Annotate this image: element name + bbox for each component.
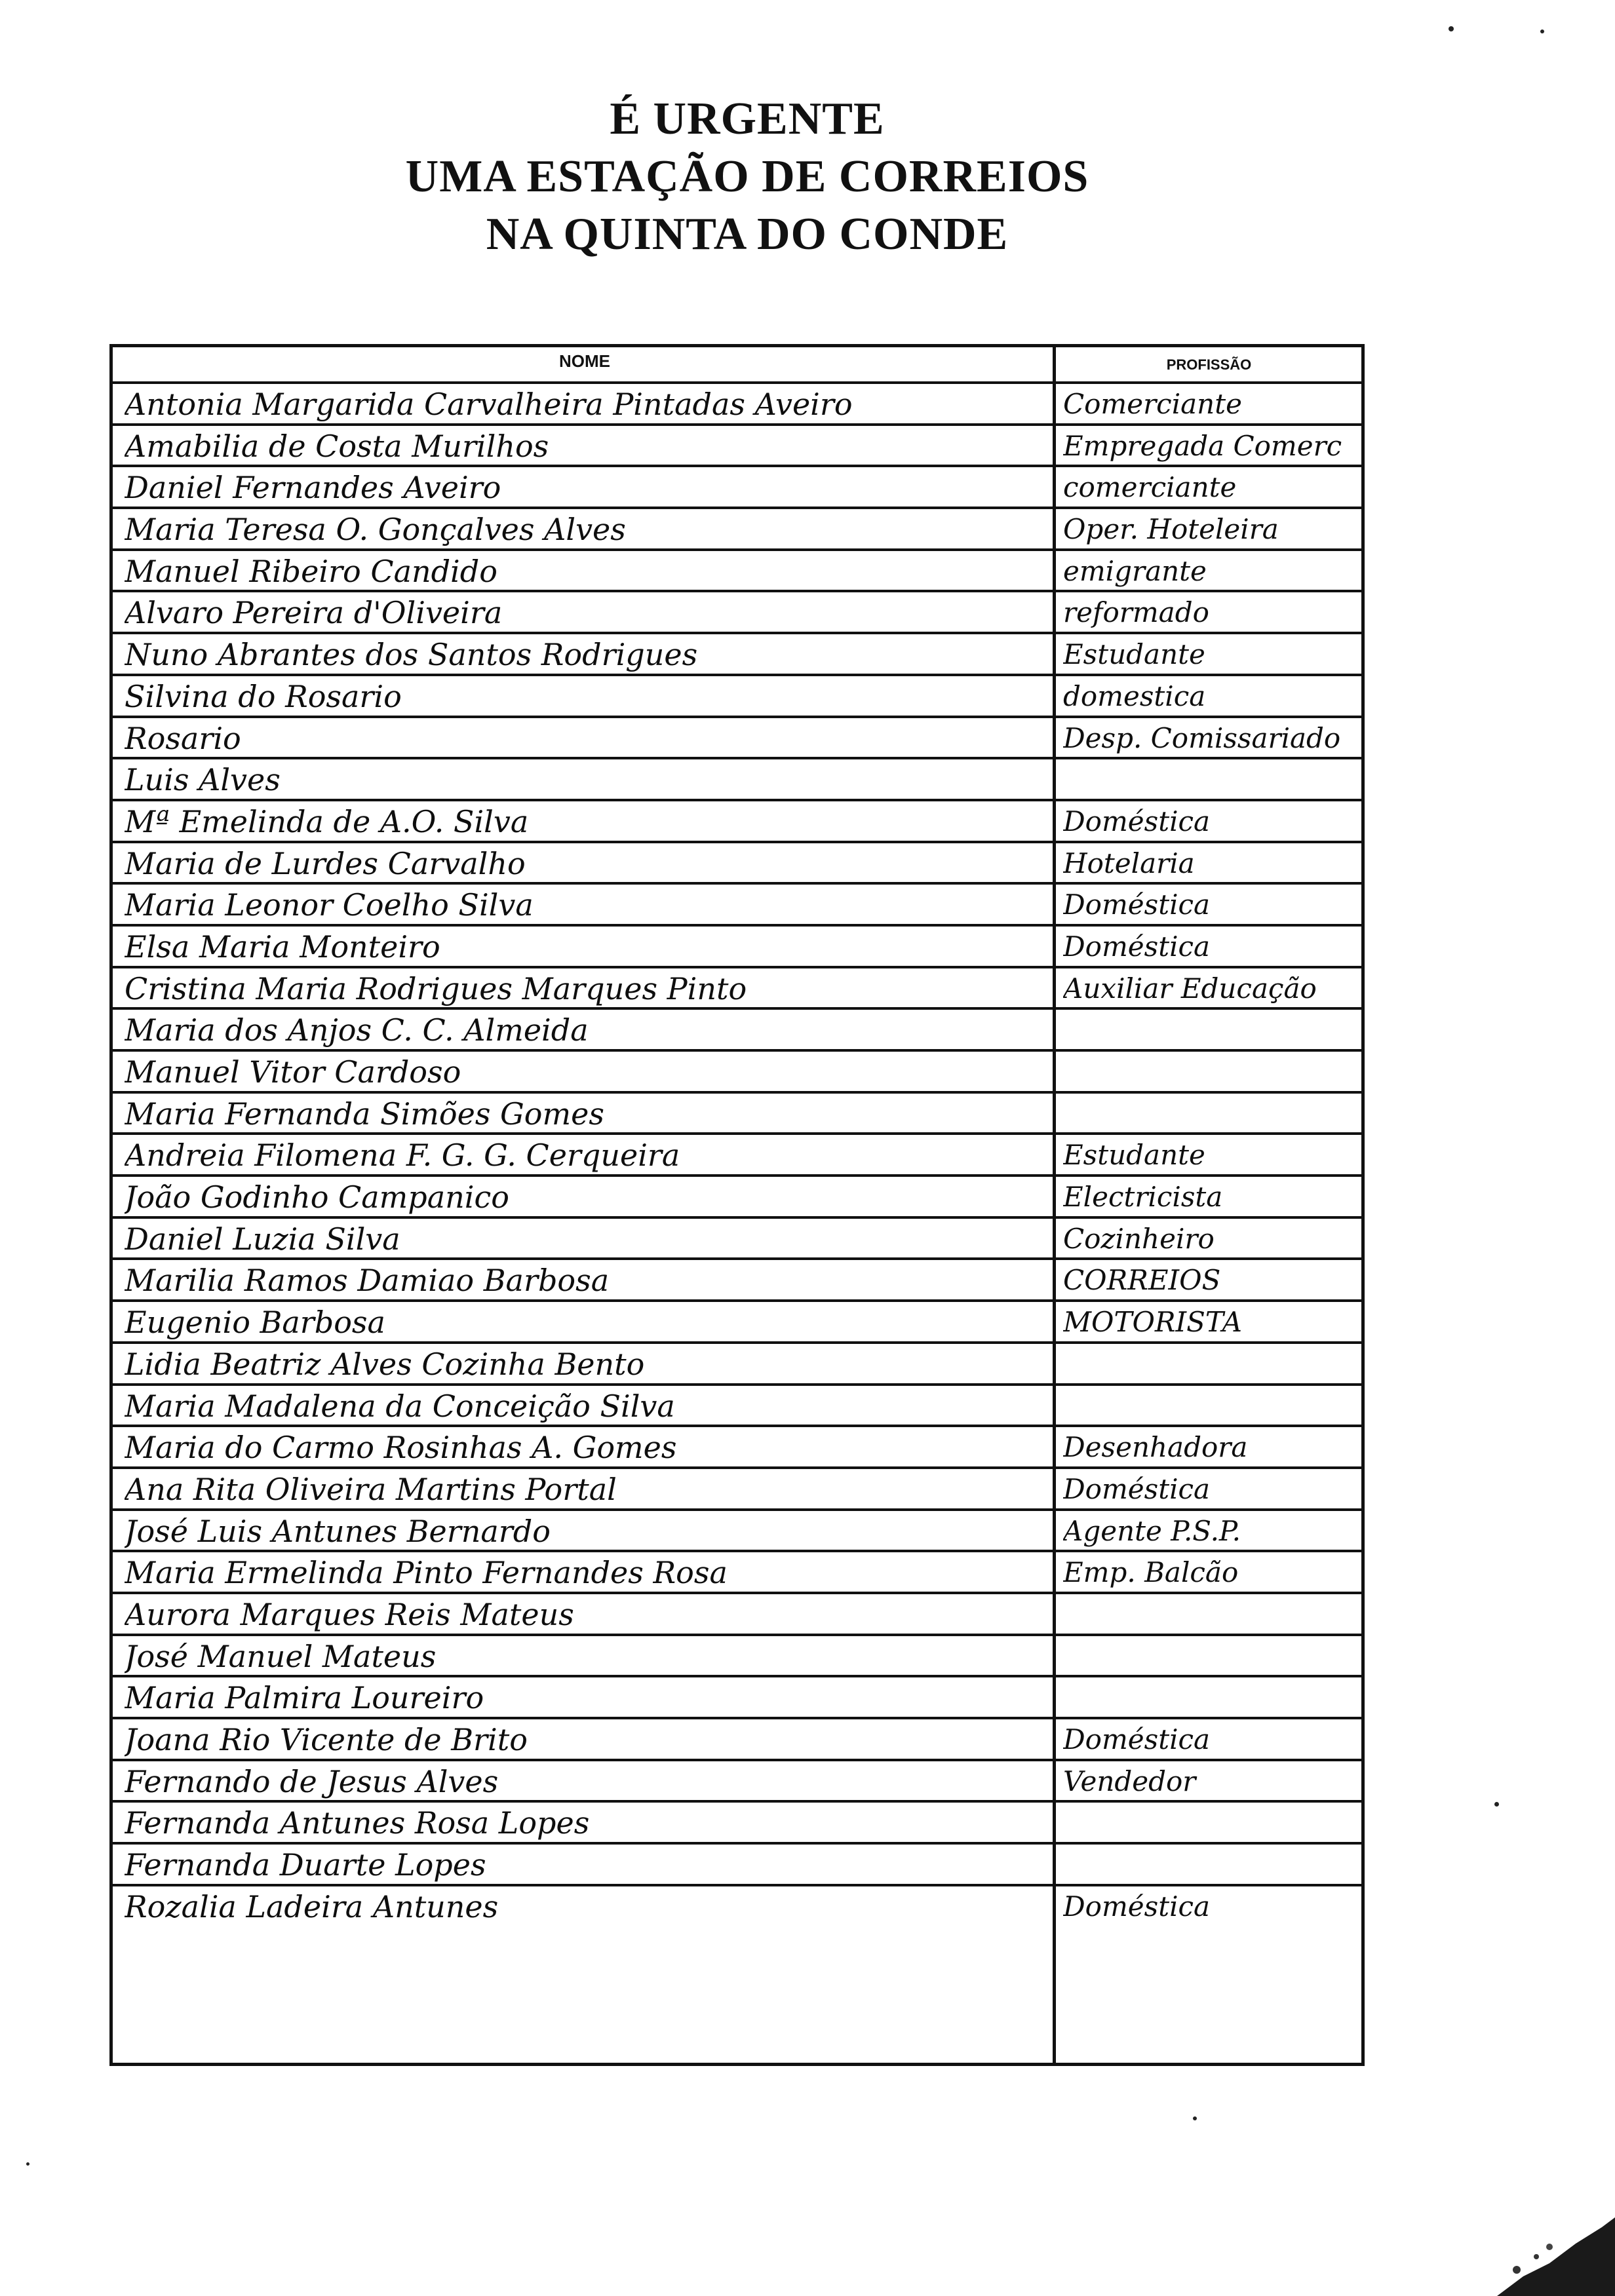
signature-name: João Godinho Campanico [125,1179,509,1215]
table-row [113,1341,1361,1383]
signature-name: Antonia Margarida Carvalheira Pintadas Aveiro [125,387,853,422]
signature-profession: Doméstica [1063,1723,1211,1755]
signature-name: Lidia Beatriz Alves Cozinha Bento [125,1346,645,1382]
signature-name: Fernanda Duarte Lopes [125,1847,486,1883]
table-row [113,1592,1361,1634]
table-row [113,1884,1361,1926]
signature-name: Fernando de Jesus Alves [125,1763,499,1799]
signature-name: Aurora Marques Reis Mateus [125,1596,574,1632]
signature-name: Eugenio Barbosa [125,1305,385,1341]
table-row [113,1759,1361,1801]
table-row [113,548,1361,590]
signature-name: Maria dos Anjos C. C. Almeida [125,1012,589,1048]
table-row [113,966,1361,1008]
signature-name: José Luis Antunes Bernardo [125,1513,551,1549]
table-row [113,381,1361,423]
scan-speck [1540,29,1544,33]
signature-profession [1063,1637,1358,1675]
signature-name: Maria Leonor Coelho Silva [125,887,534,923]
table-row [113,1132,1361,1174]
signature-profession: Cozinheiro [1063,1222,1215,1255]
signature-profession: Auxiliar Educação [1063,972,1317,1004]
signature-name: Daniel Fernandes Aveiro [125,470,501,506]
signature-name: Marilia Ramos Damiao Barbosa [125,1263,610,1299]
table-row [113,465,1361,507]
table-header [113,347,1361,381]
signature-profession [1063,1387,1358,1425]
signature-name: Silvina do Rosario [125,678,402,714]
table-row [113,1550,1361,1592]
signature-name: Rozalia Ladeira Antunes [125,1888,499,1924]
table-row [113,1299,1361,1341]
signature-name: Maria do Carmo Rosinhas A. Gomes [125,1430,677,1466]
header-nome: NOME [559,351,610,371]
table-row [113,1425,1361,1466]
signature-name: José Manuel Mateus [125,1638,437,1674]
table-row [113,1091,1361,1133]
table-row [113,1216,1361,1258]
table-row [113,1257,1361,1299]
signature-name: Maria Madalena da Conceição Silva [125,1388,675,1424]
signature-name: Manuel Ribeiro Candido [125,553,497,589]
scan-speck [1494,1802,1499,1807]
signature-profession [1063,1804,1358,1842]
signature-profession: domestica [1063,679,1206,712]
signature-name: Maria Fernanda Simões Gomes [125,1096,604,1132]
signature-name: Luis Alves [125,762,281,798]
table-row [113,1717,1361,1759]
signature-name: Joana Rio Vicente de Brito [125,1722,528,1757]
signature-profession [1063,761,1358,799]
signature-name: Ana Rita Oliveira Martins Portal [125,1471,617,1507]
table-row [113,1383,1361,1425]
table-row [113,1842,1361,1884]
signature-profession: Doméstica [1063,805,1211,837]
signature-name: Nuno Abrantes dos Santos Rodrigues [125,637,698,673]
table-row [113,1466,1361,1508]
signature-name: Elsa Maria Monteiro [125,928,440,965]
signature-name: Maria de Lurdes Carvalho [125,845,526,881]
table-row [113,841,1361,883]
scan-noise-mark [1418,2165,1615,2296]
signature-profession: Doméstica [1063,930,1211,963]
table-row [113,1174,1361,1216]
signature-profession: emigrante [1063,554,1207,587]
signature-name: Amabilia de Costa Murilhos [125,428,549,464]
signature-profession: Empregada Comerc [1063,429,1342,462]
signature-profession [1063,1345,1358,1383]
signature-profession: Doméstica [1063,1472,1211,1505]
table-row [113,423,1361,465]
signature-profession: reformado [1063,596,1209,629]
signature-profession [1063,1011,1358,1049]
signature-profession [1063,1095,1358,1133]
table-row [113,882,1361,924]
signature-profession: Estudante [1063,638,1205,671]
table-row [113,716,1361,757]
signature-profession: Doméstica [1063,889,1211,921]
signature-profession: Doméstica [1063,1890,1211,1923]
signature-profession [1063,1053,1358,1091]
table-row [113,1007,1361,1049]
signature-name: Fernanda Antunes Rosa Lopes [125,1805,590,1841]
table-row [113,1675,1361,1717]
table-row [113,674,1361,716]
signature-profession: Agente P.S.P. [1063,1514,1241,1547]
signature-profession: Desp. Comissariado [1063,721,1341,754]
title-line-2: UMA ESTAÇÃO DE CORREIOS [405,151,1089,202]
signature-name: Andreia Filomena F. G. G. Cerqueira [125,1138,680,1174]
header-profissao: PROFISSÃO [1166,356,1252,373]
signature-profession: Electricista [1063,1181,1223,1214]
scan-speck [26,2162,29,2166]
signature-name: Maria Palmira Loureiro [125,1680,484,1716]
table-row [113,1508,1361,1550]
signature-name: Cristina Maria Rodrigues Marques Pinto [125,970,747,1006]
table-row [113,1634,1361,1675]
signature-name: Manuel Vitor Cardoso [125,1054,461,1090]
title-line-1: É URGENTE [610,94,885,144]
title-line-3: NA QUINTA DO CONDE [486,209,1009,259]
signature-name: Mª Emelinda de A.O. Silva [125,803,529,839]
signature-profession: Emp. Balcão [1063,1556,1239,1589]
signature-profession: Oper. Hoteleira [1063,513,1279,546]
table-row [113,590,1361,632]
signature-profession: Comerciante [1063,388,1242,420]
signature-profession: Estudante [1063,1139,1205,1172]
signature-profession: Vendedor [1063,1765,1196,1797]
signature-name: Rosario [125,720,241,756]
signature-name: Maria Ermelinda Pinto Fernandes Rosa [125,1555,728,1591]
signature-profession: Hotelaria [1063,847,1195,879]
table-row [113,924,1361,966]
signature-profession [1063,1846,1358,1884]
table-body [113,381,1361,1925]
signature-profession: MOTORISTA [1063,1306,1242,1339]
signature-name: Maria Teresa O. Gonçalves Alves [125,512,626,548]
table-row [113,507,1361,548]
signature-name: Alvaro Pereira d'Oliveira [125,595,503,631]
signature-profession [1063,1596,1358,1634]
table-row [113,1800,1361,1842]
scan-speck [1193,2116,1197,2120]
table-row [113,757,1361,799]
signature-profession [1063,1679,1358,1717]
table-row [113,799,1361,841]
petition-title [0,90,1494,263]
signature-name: Daniel Luzia Silva [125,1221,400,1257]
scan-speck [1449,26,1454,31]
signature-profession: comerciante [1063,471,1237,504]
signature-profession: Desenhadora [1063,1431,1248,1464]
signature-profession: CORREIOS [1063,1264,1221,1297]
signature-table [109,344,1365,2066]
table-row [113,632,1361,674]
table-row [113,1049,1361,1091]
